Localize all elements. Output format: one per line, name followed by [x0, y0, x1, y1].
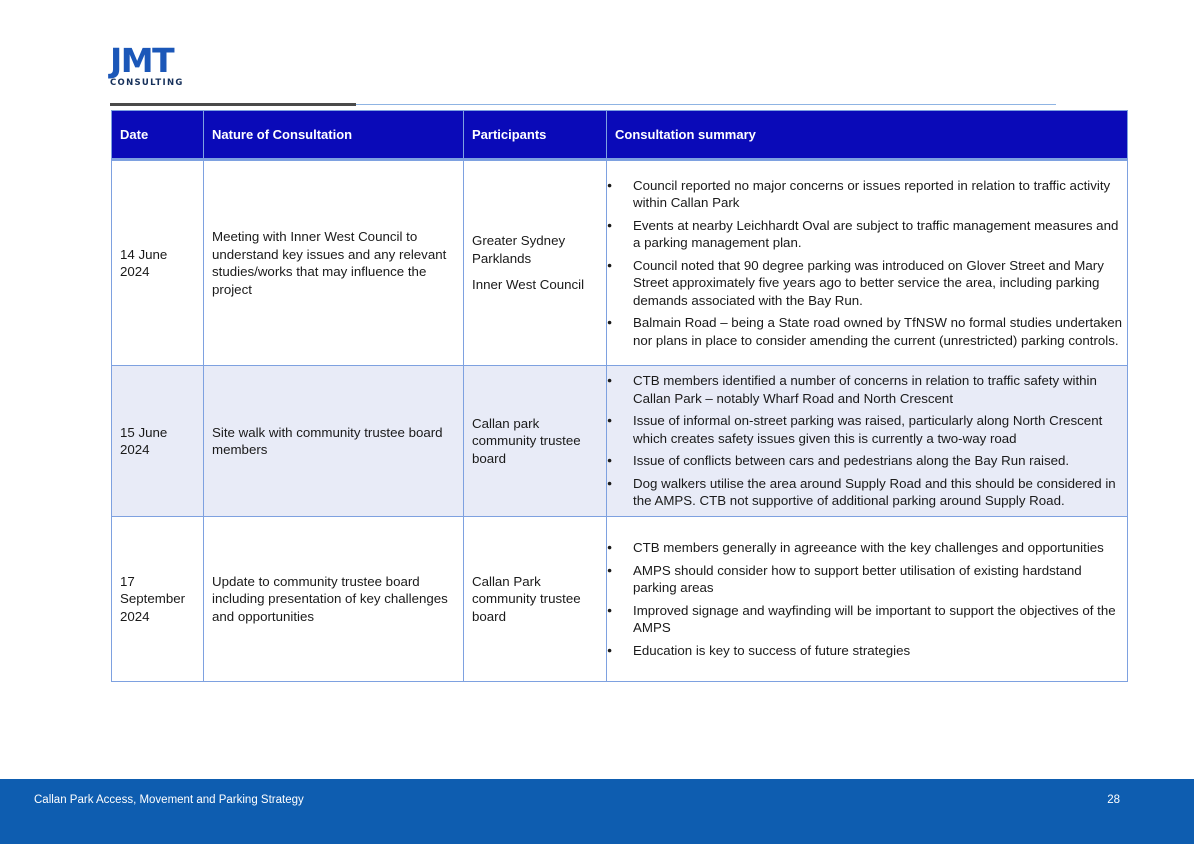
participant: Callan park community trustee board	[472, 415, 581, 466]
summary-item: ● Improved signage and wayfinding will be important to support the objectives of the AMPS	[615, 602, 1123, 637]
logo-subtitle: CONSULTING	[110, 78, 184, 88]
page-footer	[0, 779, 1194, 844]
date-cell: 15 June 2024	[112, 366, 204, 517]
summary-item: ● AMPS should consider how to support better utilisation of existing hardstand parking areas	[615, 562, 1123, 597]
nature-cell: Site walk with community trustee board members	[204, 366, 464, 517]
summary-list	[615, 539, 1123, 659]
header-summary: Consultation summary	[607, 111, 1128, 160]
footer-document-title: Callan Park Access, Movement and Parking Strategy	[34, 794, 304, 806]
header-date: Date	[112, 111, 204, 160]
participants-cell	[464, 517, 607, 682]
participants-cell	[464, 160, 607, 366]
header-rule-light	[356, 104, 1056, 105]
summary-cell	[607, 517, 1128, 682]
summary-list	[615, 372, 1123, 510]
summary-item: ● Dog walkers utilise the area around Supply Road and this should be considered in the AMPS. CTB not supportive of additional parking around Supply Road.	[615, 475, 1123, 510]
summary-item: ● Issue of informal on-street parking was raised, particularly along North Crescent which creates safety issues given this is currently a two-way road	[615, 412, 1123, 447]
participant: Inner West Council	[472, 277, 585, 293]
header-participants: Participants	[464, 111, 607, 160]
summary-item: ● CTB members identified a number of concerns in relation to traffic safety within Callan Park – notably Wharf Road and North Crescent	[615, 372, 1123, 407]
table-row	[112, 366, 1128, 517]
participant: Callan Park community trustee board	[472, 573, 581, 624]
date-cell: 17 September 2024	[112, 517, 204, 682]
nature-cell: Update to community trustee board including presentation of key challenges and opportunities	[204, 517, 464, 682]
logo-wordmark: JMT	[110, 41, 174, 80]
table-row	[112, 517, 1128, 682]
summary-item: ● Balmain Road – being a State road owned by TfNSW no formal studies undertaken nor plans in place to consider amending the current (unrestricted) parking controls.	[615, 314, 1123, 349]
nature-cell: Meeting with Inner West Council to understand key issues and any relevant studies/works that may influence the project	[204, 160, 464, 366]
header-rule-dark	[110, 103, 356, 106]
table-row	[112, 160, 1128, 366]
header-nature: Nature of Consultation	[204, 111, 464, 160]
participants-cell	[464, 366, 607, 517]
table-header-row	[112, 111, 1128, 160]
summary-item: ● Events at nearby Leichhardt Oval are subject to traffic management measures and a parking management plan.	[615, 217, 1123, 252]
summary-item: ● Issue of conflicts between cars and pedestrians along the Bay Run raised.	[615, 452, 1123, 470]
summary-item: ● Council noted that 90 degree parking was introduced on Glover Street and Mary Street approximately five years ago to better service the area, including parking demands associated with the Bay Run.	[615, 257, 1123, 310]
participant: Greater Sydney Parklands	[472, 233, 566, 266]
page-number: 28	[1107, 794, 1120, 806]
summary-item: ● CTB members generally in agreeance with the key challenges and opportunities	[615, 539, 1123, 557]
summary-cell	[607, 160, 1128, 366]
summary-item: ● Council reported no major concerns or issues reported in relation to traffic activity within Callan Park	[615, 177, 1123, 212]
date-cell: 14 June 2024	[112, 160, 204, 366]
summary-list	[615, 177, 1123, 350]
consultation-table	[111, 110, 1128, 682]
summary-item: ● Education is key to success of future strategies	[615, 642, 1123, 660]
summary-cell	[607, 366, 1128, 517]
company-logo	[110, 41, 196, 88]
